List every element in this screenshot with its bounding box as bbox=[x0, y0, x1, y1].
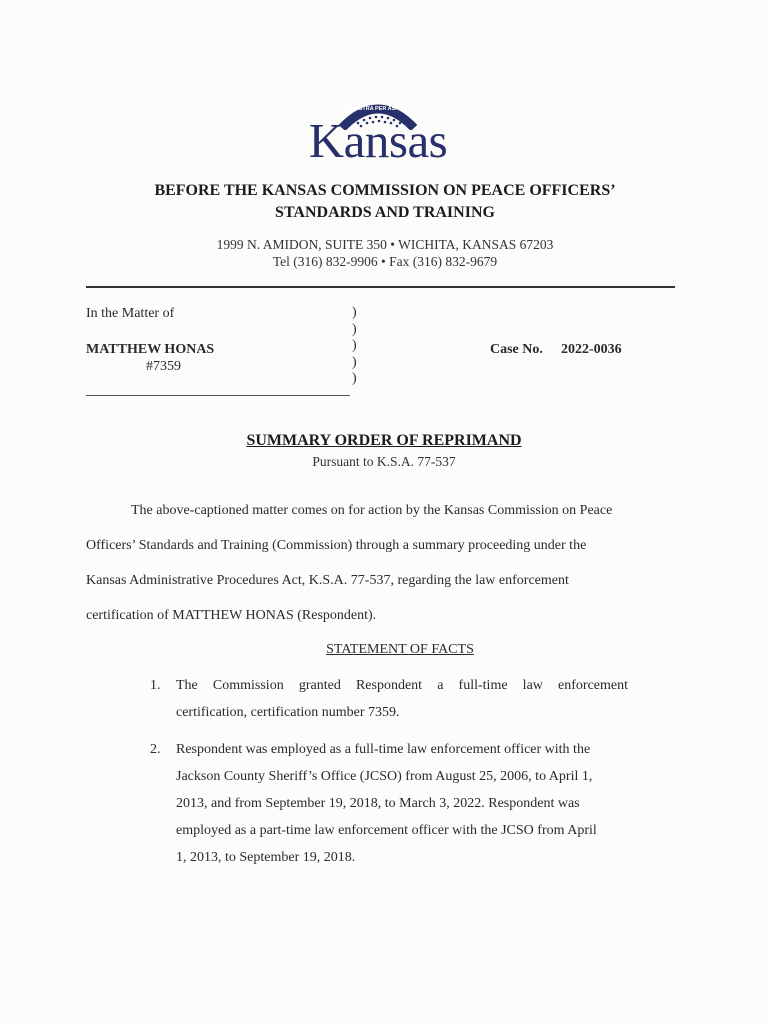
case-number-label: Case No. bbox=[490, 342, 543, 357]
fact-line: 2013, and from September 19, 2018, to March 3, 2022. Respondent was bbox=[176, 796, 580, 811]
commission-line-2: STANDARDS AND TRAINING bbox=[275, 204, 495, 221]
fact-number: 2. bbox=[150, 742, 161, 757]
fact-line: Jackson County Sheriff’s Office (JCSO) from August 25, 2006, to April 1, bbox=[176, 769, 593, 784]
fact-line: The Commission granted Respondent a full-time law enforcement bbox=[176, 678, 628, 693]
fact-number: 1. bbox=[150, 678, 161, 693]
logo-wordmark: Kansas bbox=[308, 113, 448, 168]
case-number: 2022-0036 bbox=[561, 342, 622, 357]
caption-paren: ) bbox=[352, 371, 357, 387]
order-title: SUMMARY ORDER OF REPRIMAND bbox=[246, 432, 522, 449]
caption-paren: ) bbox=[352, 305, 357, 320]
fact-line: certification, certification number 7359. bbox=[176, 705, 400, 720]
kansas-logo bbox=[298, 96, 458, 166]
svg-text:AD ASTRA PER ASPERA: AD ASTRA PER ASPERA bbox=[345, 106, 411, 112]
address-block bbox=[90, 236, 680, 270]
caption-paren: ) bbox=[352, 338, 357, 354]
fact-line: 1, 2013, to September 19, 2018. bbox=[176, 850, 356, 865]
intro-line: certification of MATTHEW HONAS (Respondent). bbox=[86, 608, 377, 623]
commission-line-1: BEFORE THE KANSAS COMMISSION ON PEACE OFFICERS’ bbox=[154, 182, 616, 199]
order-subtitle: Pursuant to K.S.A. 77-537 bbox=[312, 454, 456, 469]
intro-line: The above-captioned matter comes on for action by the Kansas Commission on Peace bbox=[131, 503, 613, 518]
phone-fax-line: Tel (316) 832-9906 • Fax (316) 832-9679 bbox=[272, 254, 498, 269]
fact-line: employed as a part-time law enforcement officer with the JCSO from April bbox=[176, 823, 597, 838]
respondent-number: #7359 bbox=[146, 359, 181, 374]
matter-label: In the Matter of bbox=[86, 306, 175, 321]
respondent-name: MATTHEW HONAS bbox=[86, 342, 215, 357]
statement-of-facts-heading: STATEMENT OF FACTS bbox=[326, 642, 474, 657]
caption-paren: ) bbox=[352, 354, 357, 370]
commission-heading bbox=[90, 180, 680, 224]
caption-underline bbox=[86, 395, 350, 396]
caption-parentheses bbox=[352, 305, 357, 388]
intro-line: Officers’ Standards and Training (Commission) through a summary proceeding under the bbox=[86, 538, 587, 553]
header-divider bbox=[86, 286, 675, 288]
caption-paren: ) bbox=[352, 321, 357, 337]
address-line: 1999 N. AMIDON, SUITE 350 • WICHITA, KANSAS 67203 bbox=[216, 237, 554, 252]
fact-line: Respondent was employed as a full-time law enforcement officer with the bbox=[176, 742, 591, 757]
intro-line: Kansas Administrative Procedures Act, K.S.A. 77-537, regarding the law enforcement bbox=[86, 573, 569, 588]
